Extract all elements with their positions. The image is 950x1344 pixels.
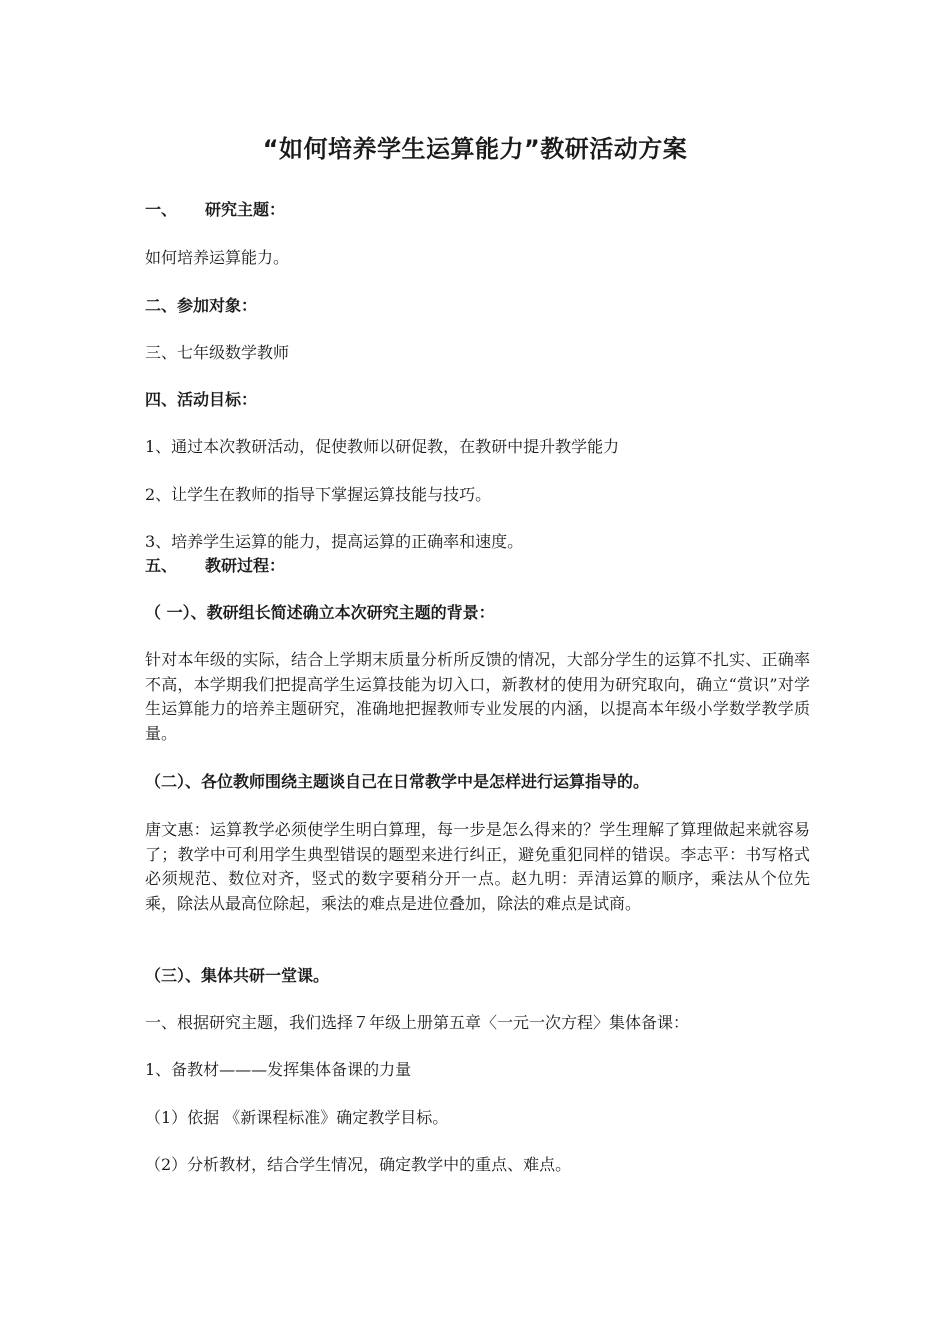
section-1-number: 一、 bbox=[145, 200, 178, 219]
subsection-3-heading: （三）、集体共研一堂课。 bbox=[145, 966, 330, 985]
section-2-heading: 二、参加对象： bbox=[145, 296, 258, 315]
plan-item-1: 1、备教材———发挥集体备课的力量 bbox=[145, 1060, 412, 1079]
goal-item: 2、让学生在教师的指导下掌握运算技能与技巧。 bbox=[145, 485, 492, 504]
section-5-heading bbox=[145, 554, 810, 578]
section-4-heading: 四、活动目标： bbox=[145, 390, 258, 409]
subsection-2-paragraph: 唐文惠：运算教学必须使学生明白算理，每一步是怎么得来的？学生理解了算理做起来就容易了；教学中可利用学生典型错误的题型来进行纠正，避免重犯同样的错误。李志平：书写格式必须规范、数位对齐，竖式的数字要稍分开一点。赵九明：弄清运算的顺序，乘法从个位先乘，除法从最高位除起，乘法的难点是进位叠加，除法的难点是试商。 bbox=[145, 820, 810, 913]
subsection-1-paragraph: 针对本年级的实际，结合上学期末质量分析所反馈的情况，大部分学生的运算不扎实、正确率不高，本学期我们把提高学生运算技能为切入口，新教材的使用为研究取向，确立“赏识”对学生运算能力的培养主题研究，准确地把握教师专业发展的内涵，以提高本年级小学数学教学质量。 bbox=[145, 650, 810, 743]
section-5-label: 教研过程： bbox=[205, 556, 286, 575]
section-5-number: 五、 bbox=[145, 556, 178, 575]
section-1-label: 研究主题： bbox=[205, 200, 286, 219]
section-1-heading bbox=[145, 198, 810, 222]
goal-item: 3、培养学生运算的能力，提高运算的正确率和速度。 bbox=[145, 532, 524, 551]
plan-subitem-1: （1）依据 《新课程标准》确定教学目标。 bbox=[145, 1108, 449, 1127]
document-title: “如何培养学生运算能力”教研活动方案 bbox=[262, 135, 688, 163]
goal-item: 1、通过本次教研活动，促使教师以研促教，在教研中提升教学能力 bbox=[145, 437, 620, 456]
plan-intro: 一、根据研究主题，我们选择７年级上册第五章〈一元一次方程〉集体备课： bbox=[145, 1013, 690, 1032]
section-3-text: 三、七年级数学教师 bbox=[145, 343, 290, 362]
subsection-1-heading: （ 一）、教研组长简述确立本次研究主题的背景： bbox=[145, 603, 495, 622]
section-1-text: 如何培养运算能力。 bbox=[145, 248, 290, 267]
subsection-2-heading: （二）、各位教师围绕主题谈自己在日常教学中是怎样进行运算指导的。 bbox=[145, 772, 650, 791]
plan-subitem-2: （2）分析教材，结合学生情况，确定教学中的重点、难点。 bbox=[145, 1155, 572, 1174]
